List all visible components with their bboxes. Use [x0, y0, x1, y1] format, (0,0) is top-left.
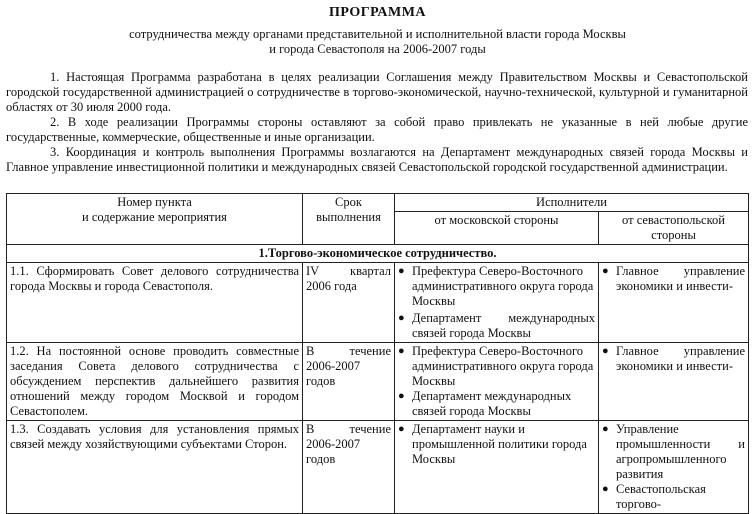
moscow-executor: Департамент международных связей города Москвы: [412, 389, 572, 418]
list-item: [398, 344, 595, 389]
subtitle-line-2: и города Севастополя на 2006-2007 годы: [269, 42, 486, 56]
list-item: [602, 264, 745, 294]
bullet-icon: ●: [602, 265, 609, 277]
section-title: 1.Торгово-экономическое сотрудничество.: [7, 245, 749, 263]
row-term-b: 2006-2007 годов: [306, 437, 361, 466]
table-header-row: [7, 194, 749, 212]
section-row: [7, 245, 749, 263]
header-item-line-1: Номер пункта: [117, 195, 192, 209]
row-term-a: В течение: [306, 344, 391, 358]
row-term-a: IV квартал: [306, 264, 391, 278]
header-sev-line-1: от севастопольской: [622, 213, 725, 227]
moscow-executor: Префектура Северо-Восточного административного округа города Москвы: [412, 344, 594, 388]
row-item: 1.1. Сформировать Совет делового сотрудничества города Москвы и города Севастополя.: [7, 263, 303, 343]
row-moscow: [395, 421, 599, 514]
moscow-executor: Префектура Северо-Восточного административного округа города Москвы: [412, 264, 594, 308]
header-item-line-2: и содержание мероприятия: [82, 210, 227, 224]
subtitle-line-1: сотрудничества между органами представительной и исполнительной власти города Москвы: [129, 27, 626, 41]
intro-paragraph-2: 2. В ходе реализации Программы стороны оставляют за собой право привлекать не указанные в ней любые другие государственные, коммерческие, общественные и иные организации.: [6, 115, 748, 144]
sev-executor: Севастопольская торгово-: [616, 482, 706, 511]
document-title: ПРОГРАММА: [328, 5, 427, 20]
list-item: [602, 344, 745, 374]
bullet-icon: ●: [398, 345, 405, 357]
sev-executor: Главное управление экономики и инвести-: [616, 264, 745, 293]
bullet-icon: ●: [398, 423, 405, 435]
moscow-executor: Департамент науки и промышленной политики города Москвы: [412, 422, 587, 466]
header-item: [7, 194, 303, 245]
moscow-executor: Департамент международных связей города Москвы: [412, 311, 595, 340]
sev-executor: Главное управление экономики и инвести-: [616, 344, 745, 373]
row-term: [303, 263, 395, 343]
list-item: [602, 422, 745, 482]
row-item: 1.2. На постоянной основе проводить совместные заседания Совета делового сотрудничества с обсуждением перспектив дальнейшего развития отношений между городом Москвой и городом Севастополем.: [7, 343, 303, 421]
row-moscow: [395, 343, 599, 421]
row-sevastopol: [599, 263, 749, 343]
table-row: [7, 343, 749, 421]
header-term-line-2: выполнения: [316, 210, 381, 224]
header-term: [303, 194, 395, 245]
header-term-line-1: Срок: [335, 195, 362, 209]
row-item: 1.3. Создавать условия для установления прямых связей между хозяйствующими субъектами Сторон.: [7, 421, 303, 514]
list-item: [398, 264, 595, 309]
list-item: [398, 389, 595, 419]
header-sev-line-2: стороны: [651, 228, 696, 242]
table-row: [7, 263, 749, 343]
row-sevastopol: [599, 343, 749, 421]
bullet-icon: ●: [398, 265, 405, 277]
list-item: [398, 311, 595, 341]
row-term: [303, 421, 395, 514]
list-item: [398, 422, 595, 467]
header-executors: Исполнители: [395, 194, 749, 212]
bullet-icon: ●: [398, 390, 405, 402]
bullet-icon: ●: [602, 423, 609, 435]
bullet-icon: ●: [602, 483, 609, 495]
row-term-b: 2006-2007 годов: [306, 359, 361, 388]
row-moscow: [395, 263, 599, 343]
sev-executor: Управление промышленности и агропромышленного развития: [616, 422, 745, 481]
row-term-a: В течение: [306, 422, 391, 436]
table-row: [7, 421, 749, 514]
bullet-icon: ●: [602, 345, 609, 357]
row-term: [303, 343, 395, 421]
program-table: [6, 193, 749, 514]
header-moscow: от московской стороны: [395, 212, 599, 245]
header-sevastopol: [599, 212, 749, 245]
row-sevastopol: [599, 421, 749, 514]
bullet-icon: ●: [398, 312, 405, 324]
intro-paragraph-3: 3. Координация и контроль выполнения Программы возлагаются на Департамент международных связей города Москвы и Главное управление инвестиционной политики и международных связей Севастопольской городской государственной администрации.: [6, 145, 748, 174]
intro-paragraph-1: 1. Настоящая Программа разработана в целях реализации Соглашения между Правительством Москвы и Севастопольской городской государственной администрацией о сотрудничестве в торгово-экономической, научно-технической, культурной и гуманитарной областях от 30 июля 2000 года.: [6, 70, 748, 114]
row-term-b: 2006 года: [306, 279, 357, 293]
